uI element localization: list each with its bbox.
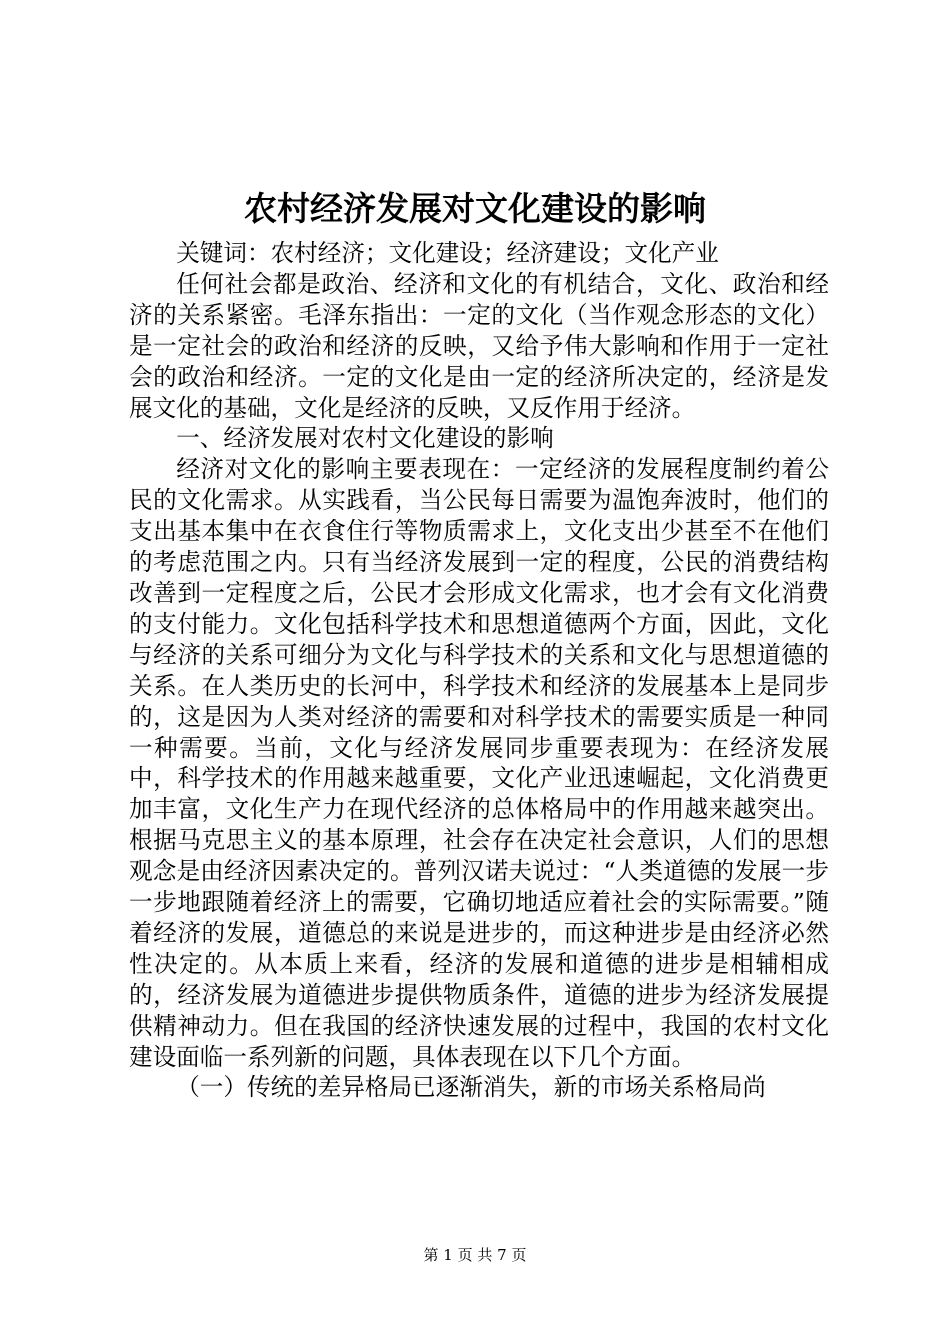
intro-paragraph: 任何社会都是政治、经济和文化的有机结合，文化、政治和经济的关系紧密。毛泽东指出：一定的文化（当作观念形态的文化）是一定社会的政治和经济的反映，又给予伟大影响和作用于一定社会的政治和经济。一定的文化是由一定的经济所决定的，经济是发展文化的基础，文化是经济的反映，又反作用于经济。	[129, 269, 829, 422]
keywords-paragraph: 关键词：农村经济；文化建设；经济建设；文化产业	[176, 239, 719, 267]
document-body	[129, 238, 829, 1103]
page-number-footer: 第 1 页 共 7 页	[423, 1246, 527, 1264]
body-paragraph: 经济对文化的影响主要表现在：一定经济的发展程度制约着公民的文化需求。从实践看，当公民每日需要为温饱奔波时，他们的支出基本集中在衣食住行等物质需求上，文化支出少甚至不在他们的考虑范围之内。只有当经济发展到一定的程度，公民的消费结构改善到一定程度之后，公民才会形成文化需求，也才会有文化消费的支付能力。文化包括科学技术和思想道德两个方面，因此，文化与经济的关系可细分为文化与科学技术的关系和文化与思想道德的关系。在人类历史的长河中，科学技术和经济的发展基本上是同步的，这是因为人类对经济的需要和对科学技术的需要实质是一种同一种需要。当前，文化与经济发展同步重要表现为：在经济发展中，科学技术的作用越来越重要，文化产业迅速崛起，文化消费更加丰富，文化生产力在现代经济的总体格局中的作用越来越突出。根据马克思主义的基本原理，社会存在决定社会意识，人们的思想观念是由经济因素决定的。普列汉诺夫说过：“人类道德的发展一步一步地跟随着经济上的需要，它确切地适应着社会的实际需要。”随着经济的发展，道德总的来说是进步的，而这种进步是由经济必然性决定的。从本质上来看，经济的发展和道德的进步是相辅相成的，经济发展为道德进步提供物质条件，道德的进步为经济发展提供精神动力。但在我国的经济快速发展的过程中，我国的农村文化建设面临一系列新的问题，具体表现在以下几个方面。	[129, 455, 829, 1071]
document-title: 农村经济发展对文化建设的影响	[244, 189, 706, 228]
section-heading: 一、经济发展对农村文化建设的影响	[176, 424, 554, 453]
subsection-heading: （一）传统的差异格局已逐渐消失，新的市场关系格局尚	[176, 1073, 767, 1102]
